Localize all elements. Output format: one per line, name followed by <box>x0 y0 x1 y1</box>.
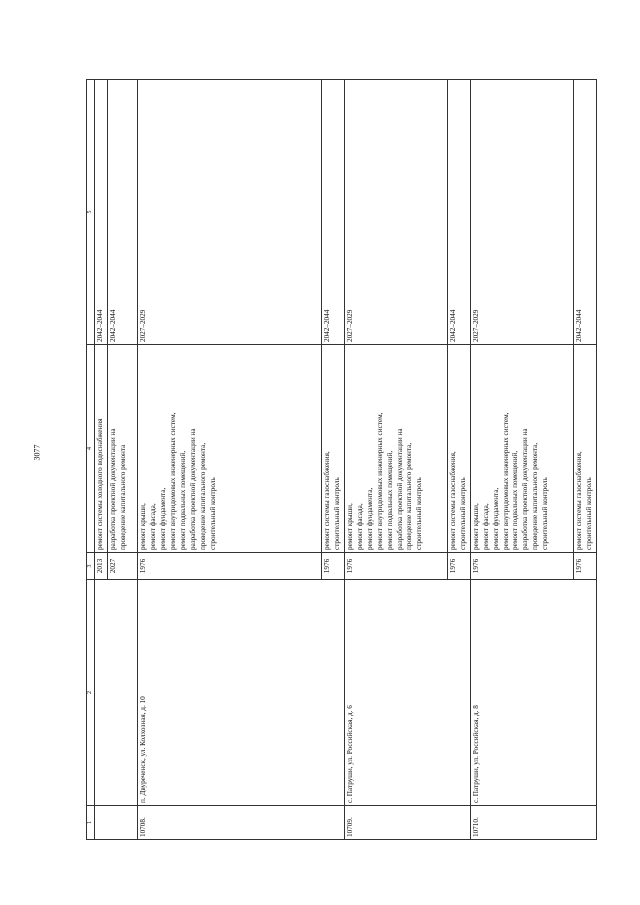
work-item: ремонт крыши, <box>138 503 147 550</box>
construction-year: 1976 <box>321 553 344 580</box>
work-item: проведение капитального ремонта, <box>198 442 207 550</box>
entry-address: п. Двуреченск, ул. Колхозная, д. 10 <box>137 580 344 806</box>
table-body <box>95 80 597 840</box>
repair-works <box>321 345 344 553</box>
work-item: ремонт фундамента, <box>158 487 167 550</box>
work-item: ремонт подвальных помещений, <box>385 450 394 550</box>
entry-number: 10708. <box>137 806 344 840</box>
repair-works <box>470 345 573 553</box>
work-item: ремонт крыши, <box>345 503 354 550</box>
repair-works <box>137 345 321 553</box>
repair-period: 2027–2029 <box>137 80 321 345</box>
repair-works <box>107 345 137 553</box>
work-item: проведение капитального ремонта, <box>531 442 540 550</box>
work-item: ремонт фасада, <box>355 503 364 550</box>
construction-year: 1976 <box>344 553 447 580</box>
construction-year: 1976 <box>447 553 470 580</box>
entry-address: с. Патруши, ул. Российская, д. 6 <box>344 580 470 806</box>
work-item: строительный контроль <box>332 477 341 550</box>
repair-period: 2042–2044 <box>447 80 470 345</box>
work-item: ремонт внутридомовых инженерных систем, <box>168 412 177 550</box>
repair-period: 2027–2029 <box>344 80 447 345</box>
entry-address <box>95 580 138 806</box>
repair-period: 2027–2029 <box>470 80 573 345</box>
work-item: разработка проектной документации на <box>108 428 117 550</box>
entry-address: с. Патруши, ул. Российская, д. 8 <box>470 580 596 806</box>
work-item: ремонт фундамента, <box>365 487 374 550</box>
work-item: строительный контроль <box>208 477 217 550</box>
work-item: разработка проектной документации на <box>188 428 197 550</box>
work-item: ремонт внутридомовых инженерных систем, <box>375 412 384 550</box>
work-item: ремонт фундамента, <box>491 487 500 550</box>
work-item: строительный контроль <box>458 477 467 550</box>
header-cell: 3 <box>87 553 95 580</box>
work-item: ремонт системы газоснабжения, <box>574 451 583 550</box>
repair-works <box>95 345 108 553</box>
repair-period: 2042–2044 <box>95 80 108 345</box>
work-item: ремонт системы газоснабжения, <box>322 451 331 550</box>
repair-works <box>447 345 470 553</box>
construction-year: 2027 <box>107 553 137 580</box>
work-item: проведение капитального ремонта <box>118 444 127 550</box>
repair-period: 2042–2044 <box>573 80 596 345</box>
work-item: ремонт крыши, <box>471 503 480 550</box>
work-item: ремонт фасада, <box>148 503 157 550</box>
entry-number <box>95 806 138 840</box>
table-row <box>470 80 573 840</box>
repair-works <box>344 345 447 553</box>
rotated-page-content <box>86 80 593 840</box>
table-row <box>137 80 321 840</box>
construction-year: 2013 <box>95 553 108 580</box>
table-row <box>344 80 447 840</box>
work-item: ремонт системы газоснабжения, <box>448 451 457 550</box>
header-cell: 2 <box>87 580 95 806</box>
repair-period: 2042–2044 <box>321 80 344 345</box>
work-item: ремонт подвальных помещений, <box>178 450 187 550</box>
repair-period: 2042–2044 <box>107 80 137 345</box>
capital-repair-table <box>86 79 597 840</box>
entry-number: 10710. <box>470 806 596 840</box>
work-item: проведение капитального ремонта, <box>405 442 414 550</box>
construction-year: 1976 <box>470 553 573 580</box>
header-cell: 1 <box>87 806 95 840</box>
work-item: строительный контроль <box>541 477 550 550</box>
work-item: разработка проектной документации на <box>395 428 404 550</box>
header-cell: 5 <box>87 80 95 345</box>
construction-year: 1976 <box>573 553 596 580</box>
page-number: 3077 <box>32 444 42 461</box>
work-item: ремонт фасада, <box>481 503 490 550</box>
header-row <box>87 80 95 840</box>
entry-number: 10709. <box>344 806 470 840</box>
repair-works <box>573 345 596 553</box>
table-row <box>95 80 108 840</box>
work-item: ремонт системы холодного водоснабжения <box>96 418 104 550</box>
work-item: строительный контроль <box>415 477 424 550</box>
work-item: разработка проектной документации на <box>521 428 530 550</box>
work-item: строительный контроль <box>584 477 593 550</box>
header-cell: 4 <box>87 345 95 553</box>
work-item: ремонт внутридомовых инженерных систем, <box>501 412 510 550</box>
work-item: ремонт подвальных помещений, <box>511 450 520 550</box>
construction-year: 1976 <box>137 553 321 580</box>
